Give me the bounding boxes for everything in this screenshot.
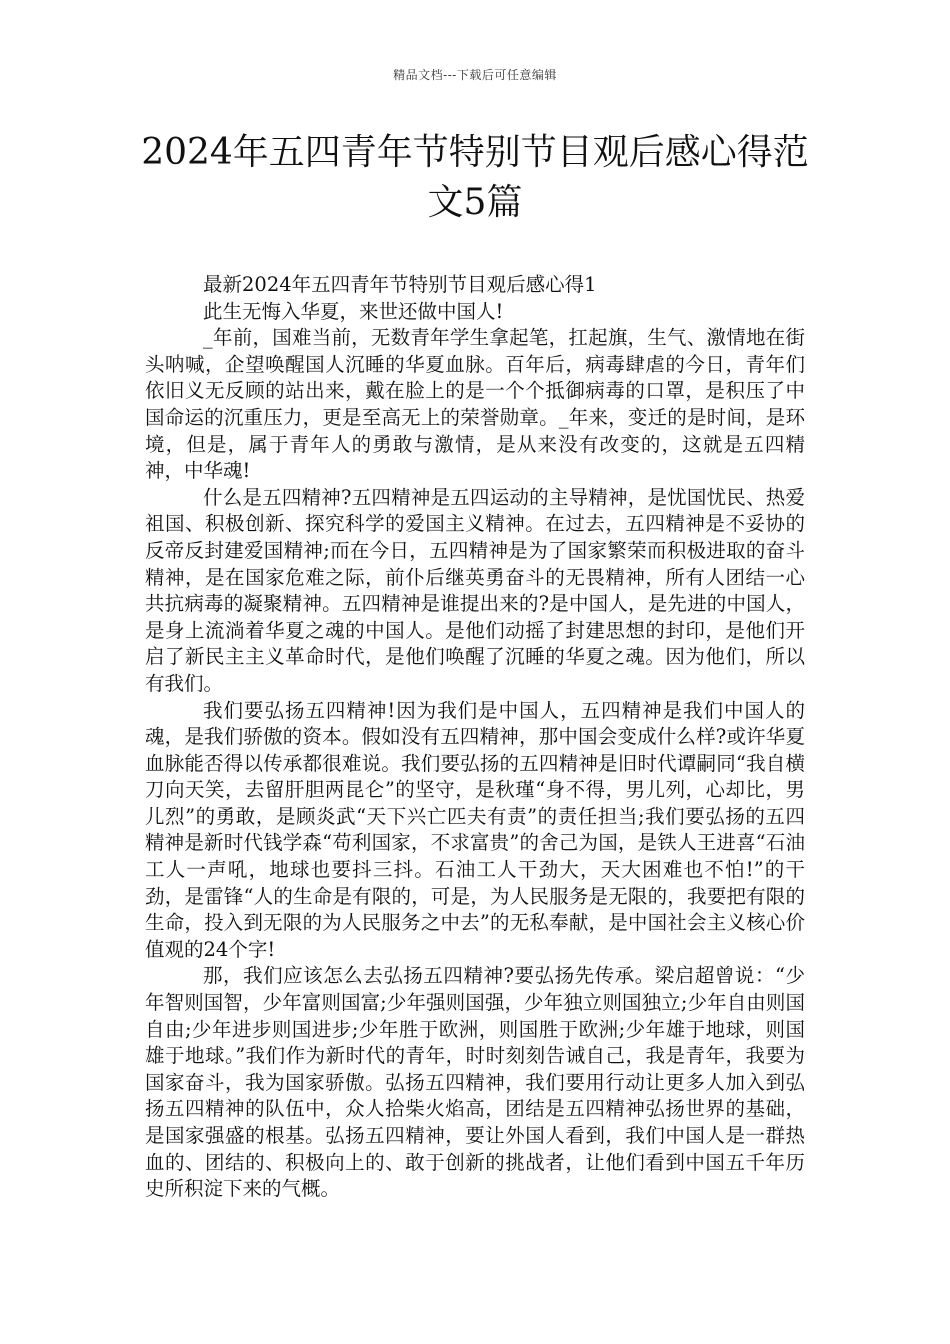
subtitle-line: 此生无悔入华夏，来世还做中国人! <box>203 299 504 323</box>
header-note: 精品文档---下载后可任意编辑 <box>393 68 557 82</box>
paragraph-2: 什么是五四精神?五四精神是五四运动的主导精神，是忧国忧民、热爱祖国、积极创新、探究科学的爱国主义精神。在过去，五四精神是不妥协的反帝反封建爱国精神;而在今日，五四精神是为了国家繁荣而积极进取的奋斗精神，是在国家危难之际，前仆后继英勇奋斗的无畏精神，所有人团结一心共抗病毒的凝聚精神。五四精神是谁提出来的?是中国人，是先进的中国人，是身上流淌着华夏之魂的中国人。是他们动摇了封建思想的封印，是他们开启了新民主主义革命时代，是他们唤醒了沉睡的华夏之魂。因为他们，所以有我们。 <box>145 485 805 695</box>
paragraph-4: 那，我们应该怎么去弘扬五四精神?要弘扬先传承。梁启超曾说：“少年智则国智，少年富则国富;少年强则国强，少年独立则国独立;少年自由则国自由;少年进步则国进步;少年胜于欧洲，则国胜于欧洲;少年雄于地球，则国雄于地球。”我们作为新时代的青年，时时刻刻告诫自己，我是青年，我要为国家奋斗，我为国家骄傲。弘扬五四精神，我们要用行动让更多人加入到弘扬五四精神的队伍中，众人拾柴火焰高，团结是五四精神弘扬世界的基础，是国家强盛的根基。弘扬五四精神，要让外国人看到，我们中国人是一群热血的、团结的、积极向上的、敢于创新的挑战者，让他们看到中国五千年历史所积淀下来的气概。 <box>145 964 805 1201</box>
section-heading: 最新2024年五四青年节特别节目观后感心得1 <box>203 273 597 296</box>
paragraph-1: _年前，国难当前，无数青年学生拿起笔，扛起旗，生气、激情地在街头呐喊，企望唤醒国人沉睡的华夏血脉。百年后，病毒肆虐的今日，青年们依旧义无反顾的站出来，戴在脸上的是一个个抵御病毒的口罩，是积压了中国命运的沉重压力，更是至高无上的荣誉勋章。_年来，变迁的是时间，是环境，但是，属于青年人的勇敢与激情，是从来没有改变的，这就是五四精神，中华魂! <box>145 326 805 483</box>
document-title: 2024年五四青年节特别节目观后感心得范文5篇 <box>141 132 809 223</box>
paragraph-3: 我们要弘扬五四精神!因为我们是中国人，五四精神是我们中国人的魂，是我们骄傲的资本。假如没有五四精神，那中国会变成什么样?或许华夏血脉能否得以传承都很难说。我们要弘扬的五四精神是旧时代谭嗣同“我自横刀向天笑，去留肝胆两昆仑”的坚守，是秋瑾“身不得，男儿列，心却比，男儿烈”的勇敢，是顾炎武“天下兴亡匹夫有责”的责任担当;我们要弘扬的五四精神是新时代钱学森“苟利国家，不求富贵”的舍己为国，是铁人王进喜“石油工人一声吼，地球也要抖三抖。石油工人干劲大，天大困难也不怕!”的干劲，是雷锋“人的生命是有限的，可是，为人民服务是无限的，我要把有限的生命，投入到无限的为人民服务之中去”的无私奉献，是中国社会主义核心价值观的24个字! <box>145 698 805 961</box>
document-body <box>145 272 805 1203</box>
